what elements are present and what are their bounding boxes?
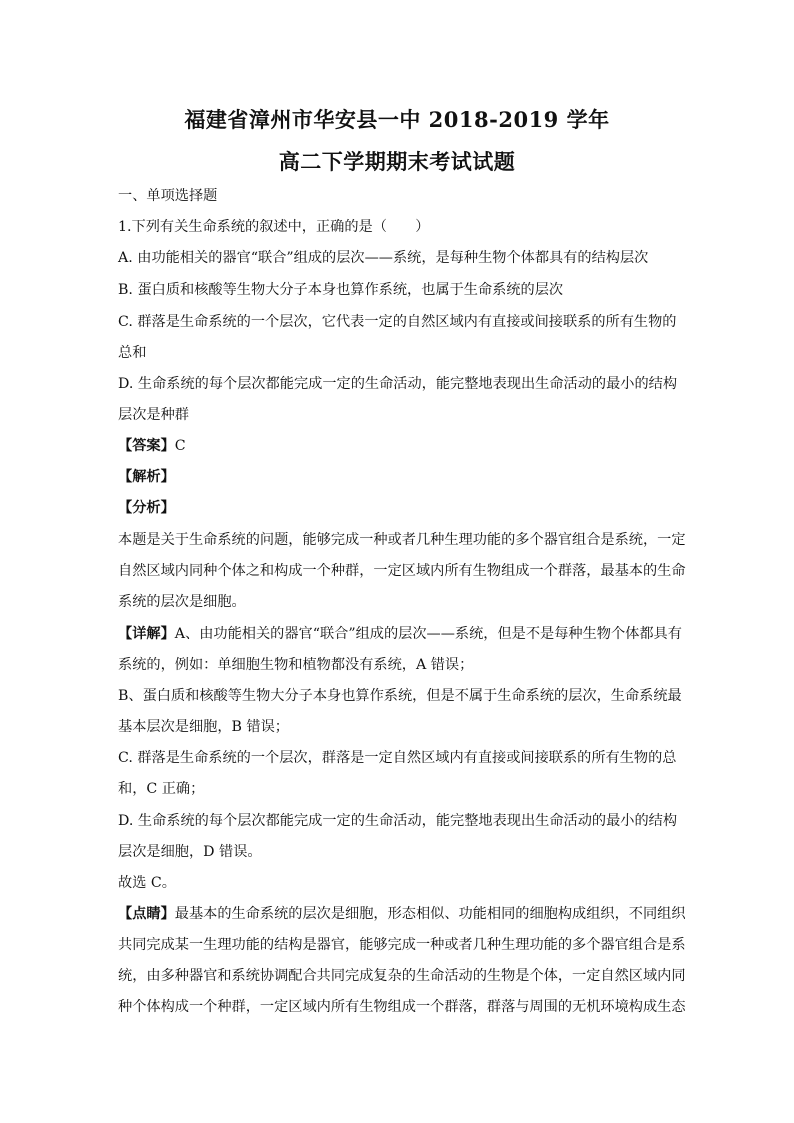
fenxi-label: 【分析】	[118, 500, 175, 516]
detail-text-6: 和，C 正确；	[118, 781, 205, 797]
detail-text-4: 基本层次是细胞，B 错误；	[118, 719, 289, 735]
fenxi-text-3: 系统的层次是细胞。	[118, 594, 246, 610]
choose-answer: 故选 C。	[118, 875, 176, 891]
doc-title-line1: 福建省漳州市华安县一中 2018-2019 学年	[184, 107, 610, 132]
question-stem: 1.下列有关生命系统的叙述中，正确的是（ ）	[118, 219, 430, 235]
detail-text-7: D. 生命系统的每个层次都能完成一定的生命活动，能完整地表现出生命活动的最小的结构	[118, 813, 678, 829]
option-c-line1: C. 群落是生命系统的一个层次，它代表一定的自然区域内有直接或间接联系的所有生物的	[118, 314, 677, 330]
detail-row-1	[118, 624, 682, 644]
detail-text-5: C. 群落是生命系统的一个层次，群落是一定自然区域内有直接或间接联系的所有生物的总	[118, 750, 677, 766]
answer-label: 【答案】	[118, 438, 175, 454]
dianjing-text-2: 共同完成某一生理功能的结构是器官，能够完成一种或者几种生理功能的多个器官组合是系	[118, 937, 686, 953]
option-c-line2: 总和	[118, 345, 147, 361]
answer-value: C	[174, 438, 186, 454]
detail-text-3: B、蛋白质和核酸等生物大分子本身也算作系统，但是不属于生命系统的层次，生命系统最	[118, 688, 682, 704]
dianjing-row-1	[118, 904, 686, 924]
option-b: B. 蛋白质和核酸等生物大分子本身也算作系统，也属于生命系统的层次	[118, 282, 564, 298]
analysis-label: 【解析】	[118, 469, 175, 485]
dianjing-text-4: 种个体构成一个种群，一定区域内所有生物组成一个群落，群落与周围的无机环境构成生态	[118, 999, 686, 1015]
answer-row	[118, 436, 678, 456]
dianjing-text-1: 最基本的生命系统的层次是细胞，形态相似、功能相同的细胞构成组织，不同组织	[174, 906, 686, 922]
doc-title-line2: 高二下学期期末考试试题	[278, 149, 516, 174]
detail-text-8: 层次是细胞，D 错误。	[118, 844, 262, 860]
section-heading: 一、单项选择题	[118, 188, 218, 204]
dianjing-label: 【点睛】	[118, 906, 175, 922]
detail-text-2: 系统的，例如：单细胞生物和植物都没有系统，A 错误；	[118, 657, 474, 673]
detail-text-1: A、由功能相关的器官“联合”组成的层次——系统，但是不是每种生物个体都具有	[174, 626, 682, 642]
option-d-line2: 层次是种群	[118, 407, 189, 423]
fenxi-text-1: 本题是关于生命系统的问题，能够完成一种或者几种生理功能的多个器官组合是系统，一定	[118, 532, 686, 548]
dianjing-text-3: 统，由多种器官和系统协调配合共同完成复杂的生命活动的生物是个体，一定自然区域内同	[118, 968, 686, 984]
fenxi-text-2: 自然区域内同种个体之和构成一个种群，一定区域内所有生物组成一个群落，最基本的生命	[118, 563, 686, 579]
option-d-line1: D. 生命系统的每个层次都能完成一定的生命活动，能完整地表现出生命活动的最小的结构	[118, 376, 678, 392]
detail-label: 【详解】	[118, 626, 175, 642]
option-a: A. 由功能相关的器官“联合”组成的层次——系统，是每种生物个体都具有的结构层次	[118, 250, 649, 266]
